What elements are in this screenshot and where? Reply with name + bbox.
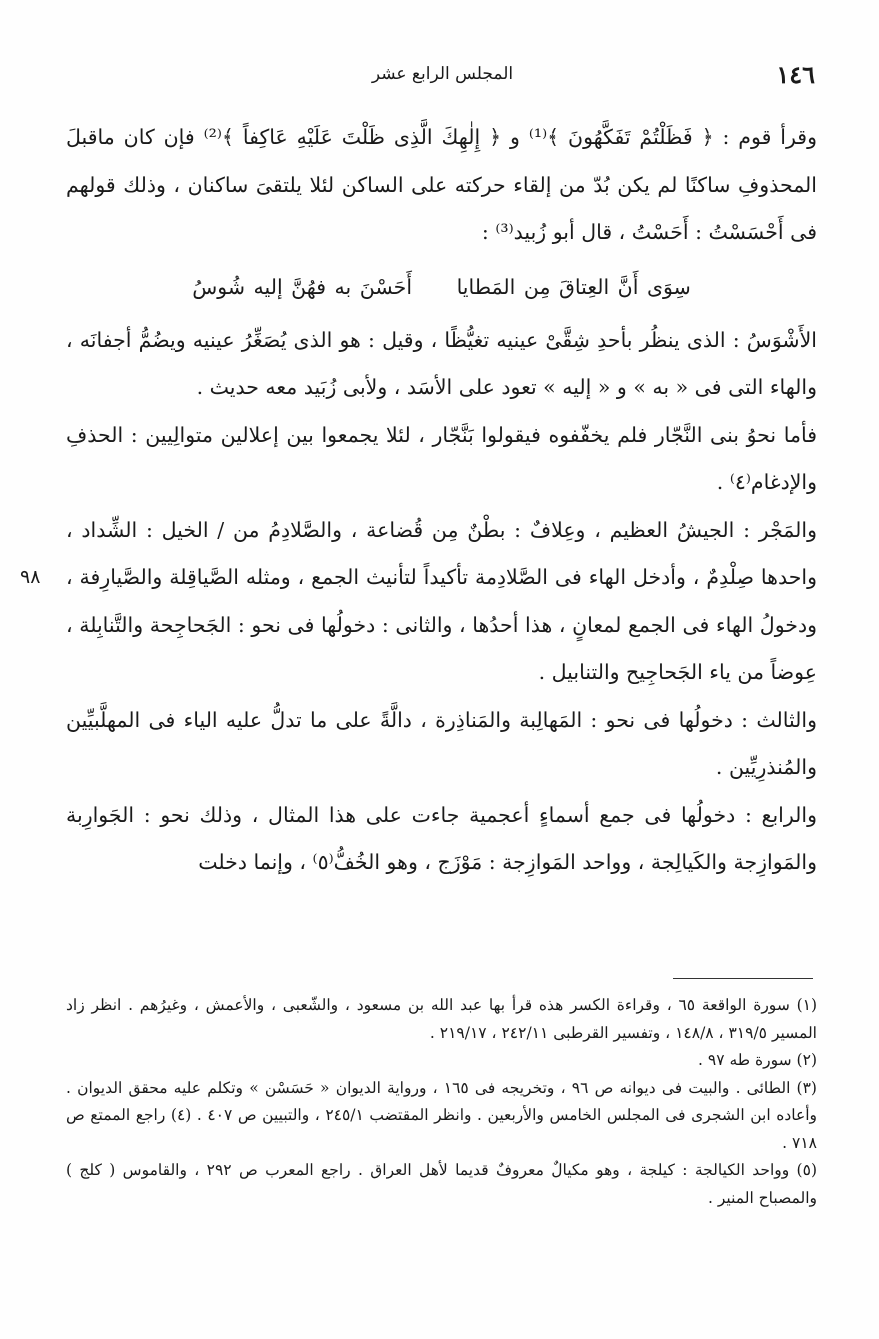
footnote-5: (٥) وواحد الكيالجة : كيلجة ، وهو مكيالٌ معروفٌ قديما لأهل العراق . راجع المعرب ص ٢٩٢ ، والقاموس ( كلج ) والمصباح المنير .: [66, 1161, 818, 1207]
paragraph-najjar: فأما نحوُ بنى النَّجّار فلم يخفّفوه فيقولوا بَنَّجّار ، لئلا يجمعوا بين إعلالين متوالِيين : الحذفِ والإدغام⁽٤⁾ .: [66, 422, 817, 494]
paragraph-qiraat: وقرأ قوم : ﴿ فَظَلْتُمْ تَفَكَّهُونَ ﴾⁽¹⁾ و ﴿ إِلٰهِكَ الَّذِى ظَلْتَ عَلَيْهِ عَاكِفاً ﴾⁽²⁾ فإن كان ماقبلَ المحذوفِ ساكنًا لم يكن بُدّ من إلقاء حركته على الساكن لئلا يلتقىَ ساكنان ، وذلك قولهم فى أَحْسَسْتُ : أَحَسْتُ ، قال أبو زُبيد⁽³⁾ :: [66, 125, 818, 244]
margin-page-reference: ٩٨: [20, 566, 41, 588]
verse-second-hemistich: أَحَسْنَ به فهُنَّ إليه شُوسُ: [192, 274, 413, 299]
main-text: [66, 114, 817, 887]
footnote-3-4: (٣) الطائى . والبيت فى ديوانه ص ٩٦ ، وتخريجه فى ١٦٥ ، ورواية الديوان « حَسَسْن » وتكلم عليه محقق الديوان . وأعاده ابن الشجرى فى المجلس الخامس والأربعين . وانظر المقتضب ٢٤٥/١ ، والتبيين ص ٤٠٧ . (٤) راجع الممتع ص ٧١٨ .: [66, 1078, 817, 1152]
running-title: المجلس الرابع عشر: [371, 64, 514, 84]
page-header: [70, 60, 815, 94]
page-number: ١٤٦: [776, 60, 815, 89]
footnotes: [66, 992, 817, 1212]
paragraph-fourth: والرابع : دخولُها فى جمع أسماءٍ أعجمية جاءت على هذا المثال ، وذلك نحو : الجَوارِبة والمَوازِجة والكَيالِجة ، وواحد المَوازِجة : مَوْزَج ، وهو الخُفُّ⁽٥⁾ ، وإنما دخلت: [66, 802, 817, 874]
paragraph-third: والثالث : دخولُها فى نحو : المَهالِبة والمَناذِرة ، دالَّةً على ما تدلُّ عليه الياء فى المهلَّبيِّين والمُنذرِيِّين .: [66, 707, 817, 779]
verse-first-hemistich: سِوَى أَنَّ العِتاقَ مِن المَطايا: [456, 274, 691, 299]
footnote-2: (٢) سورة طه ٩٧ .: [698, 1051, 817, 1069]
paragraph-ashwas: الأَشْوَسُ : الذى ينظُر بأحدِ شِقَّىْ عينيه تغيُّظًا ، وقيل : هو الذى يُصَغِّرُ عينيه ويضُمُّ أجفانَه ، والهاء التى فى « به » و « إليه » تعود على الأسَد ، ولأبى زُبَيد معه حديث .: [66, 327, 817, 399]
paragraph-majr: والمَجْر : الجيشُ العظيم ، وعِلافٌ : بطْنٌ مِن قُضاعة ، والصَّلادِمُ من / الخيل : الشِّداد ، واحدها صِلْدِمٌ ، وأدخل الهاء فى الصَّلادِمة تأكيداً لتأنيث الجمع ، ومثله الصَّياقِلة والصَّيارِفة ، ودخولُ الهاء فى الجمع لمعانٍ ، هذا أحدُها ، والثانى : دخولُها فى نحو : الجَحاجِحة والتَّنابِلة ، عِوضاً من ياء الجَحاجِيح والتنابيل .: [66, 517, 817, 684]
poetry-verse: [66, 257, 817, 317]
footnote-separator: [673, 978, 813, 979]
footnote-1: (١) سورة الواقعة ٦٥ ، وقراءة الكسر هذه قرأ بها عبد الله بن مسعود ، والشّعبى ، والأعمش ، وغيرُهم . انظر زاد المسير ٣١٩/٥ ، ١٤٨/٨ ، وتفسير القرطبى ٢٤٢/١١ ، ٢١٩/١٧ .: [66, 996, 818, 1042]
